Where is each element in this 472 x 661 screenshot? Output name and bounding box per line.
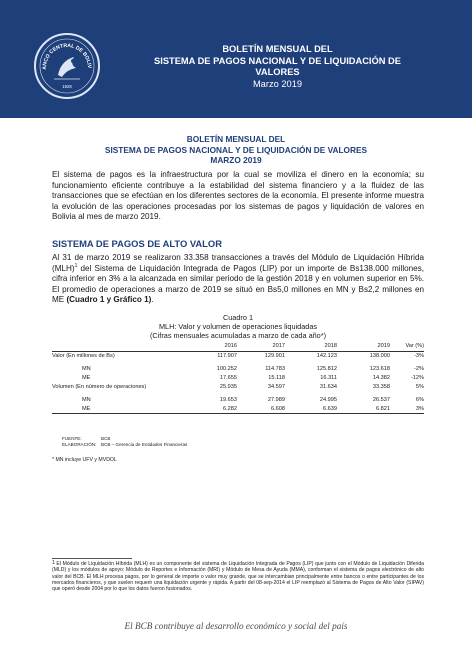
table-cell: -3% (414, 352, 424, 359)
table-cell: 123.618 (369, 366, 390, 373)
table-header-cell: 2018 (285, 342, 337, 351)
header-title-line: BOLETÍN MENSUAL DEL (222, 44, 333, 54)
paragraph-text: del Sistema de Liquidación Integrada de Pagos (LIP) por un importe de Bs138.000 millones, cifra inferior en 3% a la alcanzada en similar periodo de la gestión 2018 y en volumen superior en 5%. El promedio de operaciones a marzo de 2019 se situó en Bs5,0 millones en MN y Bs2,2 millones en ME (52, 263, 424, 305)
footer-tagline: El BCB contribuye al desarrollo económico y social del país (124, 621, 348, 631)
seal-text: ANCO CENTRAL DE BOLIV (41, 42, 93, 70)
table-cell: 5% (415, 383, 424, 390)
table-cell: 100.252 (216, 366, 237, 373)
table-cell: 129.901 (264, 352, 285, 359)
table-source (62, 436, 187, 448)
elaboration-label: ELABORACIÓN: (62, 442, 97, 447)
paragraph-text: . (151, 295, 154, 305)
footnote (52, 561, 424, 592)
table-cell: 17.655 (219, 375, 237, 382)
header-banner (0, 0, 472, 118)
table-row (52, 405, 424, 414)
table-header-row (52, 342, 424, 351)
table-caption-subtitle: (Cifras mensuales acumuladas a marzo de cada año*) (149, 330, 327, 340)
table-cell: 33.358 (372, 383, 390, 390)
table-cell: 19.653 (219, 397, 237, 404)
paragraph-text: Al 31 de marzo 2019 se realizaron 33.358 transacciones a través del Módulo de Liquidación Híbrida (MLH) (52, 253, 424, 273)
operations-table (52, 342, 424, 414)
table-row (52, 382, 424, 391)
table-caption-number: Cuadro 1 (222, 313, 254, 322)
body-paragraph (52, 253, 424, 306)
table-cell: 117.907 (217, 352, 237, 359)
table-caption (52, 314, 424, 340)
table-cell: 16.311 (320, 375, 337, 382)
footnote-text: El Módulo de Liquidación Híbrida (MLH) es un componente del sistema de Liquidación Integrada de Pagos (LIP) que junto con el Módulo de Liquidación Diferida (MLD) y los módulos de apoyo: Módulo de Reportes e Información (MRI) y Módulo de Mesa de Ayuda (MMA), conforman el sistema de pagos electrónico de alto valor del BCB. El MLH procesa pagos, por lo general de importe o valor muy grande, que se intercambian principalmente entre bancos o entre participantes de los mercados financieros, y que suelen requerir una liquidación urgente y rápida. A partir del 08-sep-2014 el LIP reemplazó al Sistema de Pagos de Alto Valor (SIPAV) que operó desde 2004 por lo que los datos fueron fusionados. (52, 561, 424, 593)
document-title-line: SISTEMA DE PAGOS NACIONAL Y DE LIQUIDACIÓN DE VALORES (104, 144, 368, 155)
table-cell: 14.382 (372, 375, 390, 382)
table-cell: 26.537 (372, 397, 390, 404)
table-cell: 15.118 (268, 375, 285, 382)
footnote-reference: 1 (74, 262, 78, 269)
table-cell: 6.608 (237, 405, 285, 414)
elaboration-value: BCB – Gerencia de Entidades Financieras (101, 442, 188, 447)
source-label: FUENTE: (62, 436, 82, 441)
document-title-line: MARZO 2019 (210, 155, 262, 165)
bcb-seal-logo (34, 33, 100, 99)
table-cell: 25.935 (219, 383, 237, 390)
row-label: MN (82, 397, 91, 404)
table-cell: 24.995 (319, 397, 337, 404)
table-header-cell: 2016 (180, 342, 237, 351)
header-date: Marzo 2019 (252, 78, 303, 89)
table-header-cell: 2017 (237, 342, 285, 351)
table-cell: 34.597 (267, 383, 285, 390)
seal-year: 1928 (62, 84, 72, 89)
table-cell: 6.639 (285, 405, 337, 414)
table-cell: 6.282 (180, 405, 237, 414)
table-row (52, 374, 424, 383)
table-reference: (Cuadro 1 y Gráfico 1) (66, 295, 152, 305)
table-cell: 125.812 (316, 366, 337, 373)
header-title (120, 44, 435, 90)
table-cell: -2% (414, 366, 424, 373)
section-title: SISTEMA DE PAGOS DE ALTO VALOR (52, 238, 222, 249)
table-cell: 114.783 (265, 366, 285, 373)
header-title-line: VALORES (255, 67, 300, 77)
table-cell: 6% (415, 397, 424, 404)
row-label: Volumen (En número de operaciones) (52, 383, 147, 390)
table-header-cell (52, 342, 180, 351)
table-note: * MN incluye UFV y MVDOL (52, 457, 117, 463)
table-cell: 3% (390, 405, 424, 414)
table-row (52, 351, 424, 360)
table-cell: -12% (410, 375, 424, 382)
source-value: BCB (101, 436, 111, 441)
table-cell: 142.123 (316, 352, 337, 359)
footnote-mark: 1 (52, 560, 55, 566)
document-title (50, 134, 422, 166)
seal-icon (36, 35, 98, 97)
row-label: MN (82, 366, 91, 373)
table-cell: 6.821 (337, 405, 390, 414)
footnote-divider (52, 558, 132, 559)
table-row (52, 396, 424, 405)
row-label: ME (52, 405, 180, 414)
row-label: Valor (En millones de Bs) (52, 352, 115, 359)
table-cell: 27.989 (267, 397, 285, 404)
document-title-line: BOLETÍN MENSUAL DEL (186, 134, 286, 144)
table-cell: 138.000 (369, 352, 390, 359)
intro-paragraph: El sistema de pagos es la infraestructura por la cual se moviliza el dinero en la economía; su funcionamiento eficiente contribuye a la estabilidad del sistema financiero y a la fluidez de las transacciones que se efectúan en los diferentes sectores de la economía. El presente informe muestra la evolución de las operaciones procesadas por los sistemas de pagos y liquidación de valores en Bolivia al mes de marzo 2019. (52, 170, 424, 222)
table-header-cell: Var (%) (390, 342, 424, 351)
header-title-line: SISTEMA DE PAGOS NACIONAL Y DE LIQUIDACIÓN DE (154, 55, 401, 66)
table-row (52, 365, 424, 374)
table-caption-title: MLH: Valor y volumen de operaciones liquidadas (158, 321, 318, 331)
table-cell: 31.634 (319, 383, 337, 390)
row-label: ME (82, 375, 91, 382)
table-header-cell: 2019 (337, 342, 390, 351)
